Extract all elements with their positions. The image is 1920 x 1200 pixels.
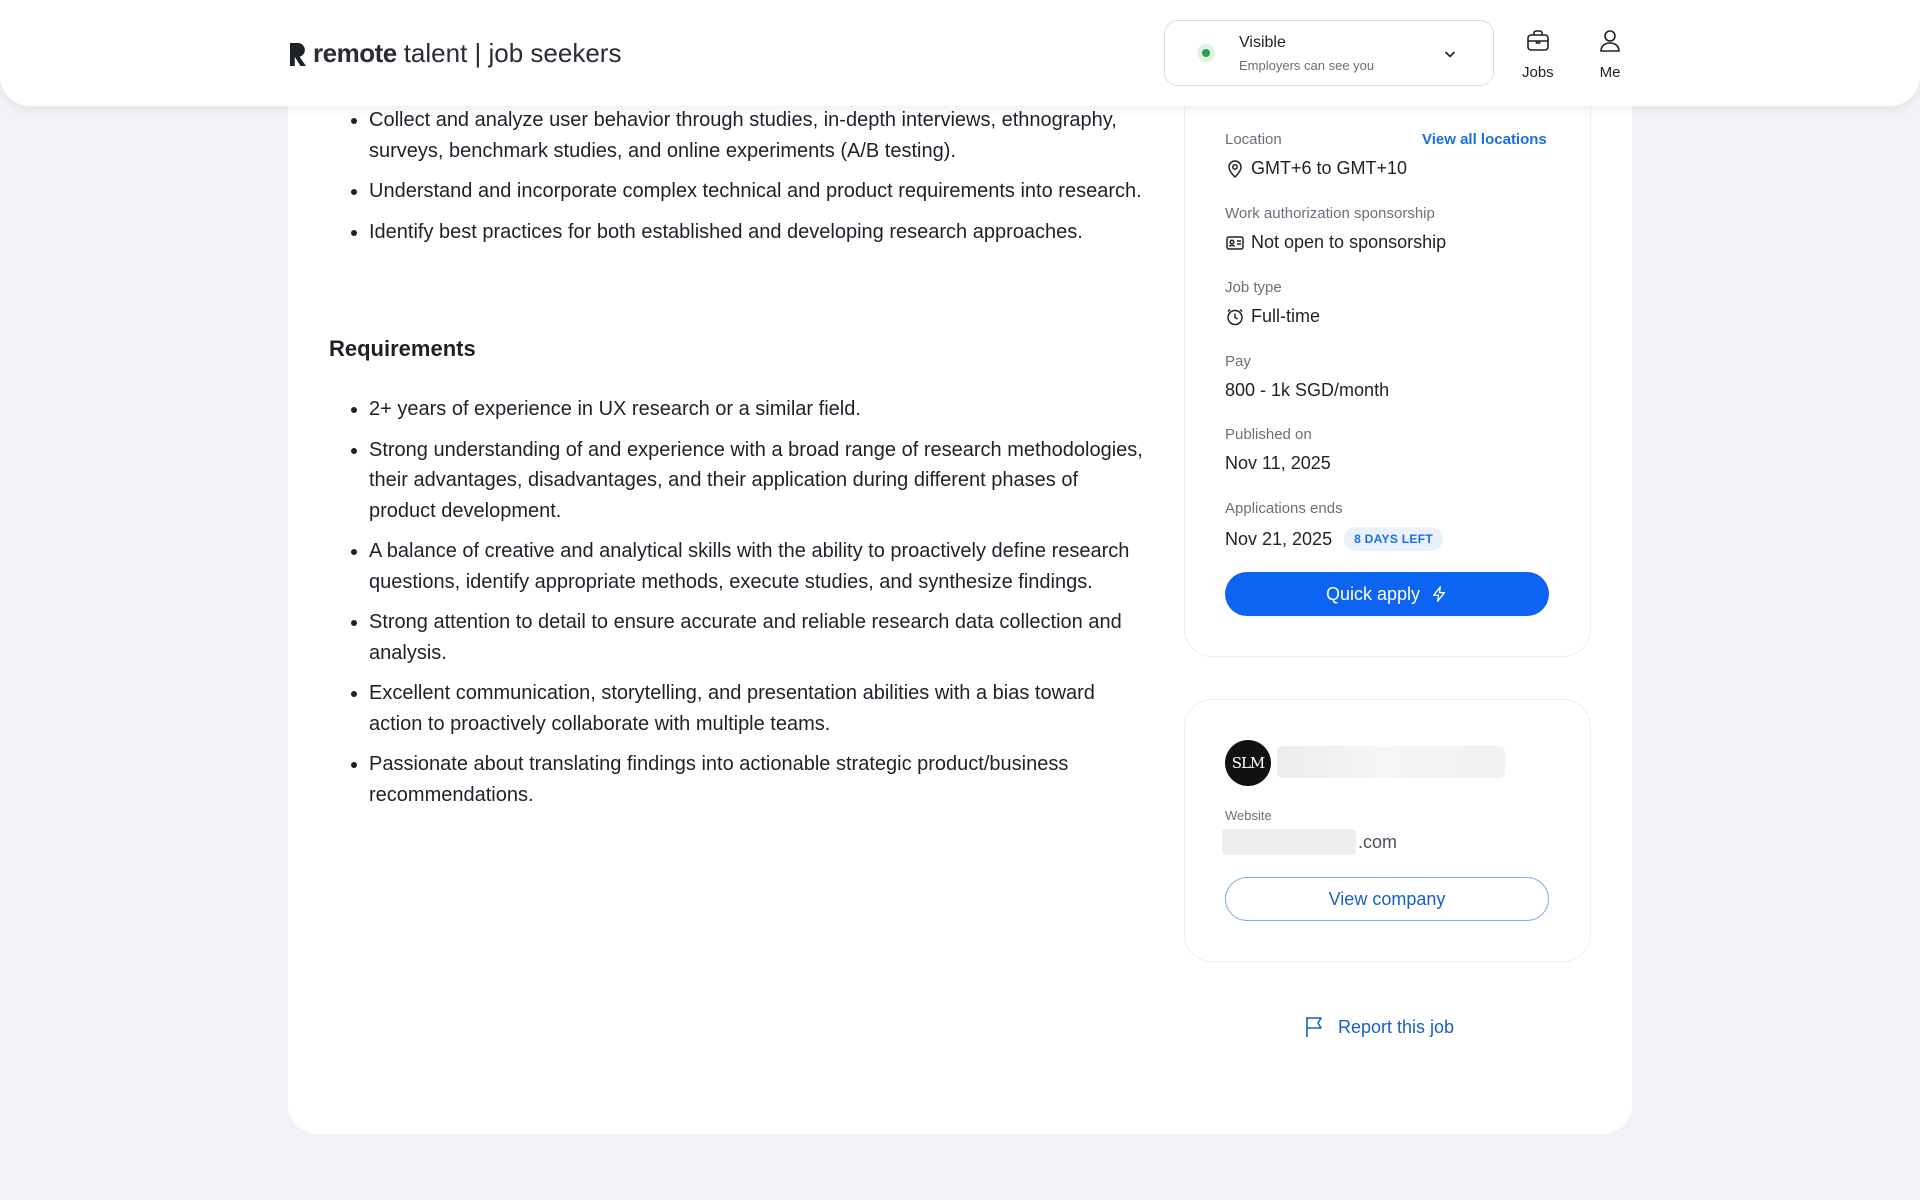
pay-label: Pay (1225, 353, 1251, 370)
pay-detail (1225, 353, 1389, 401)
view-company-button[interactable]: View company (1225, 877, 1549, 921)
quick-apply-button[interactable] (1225, 572, 1549, 616)
applications-end-value: Nov 21, 2025 (1225, 528, 1333, 549)
list-item: Collect and analyze user behavior through studies, in-depth interviews, ethnography, surveys, benchmark studies, and online experiments (A/B testing). (369, 105, 1149, 166)
applications-end-row (1225, 527, 1443, 551)
list-item: Strong understanding of and experience with a broad range of research methodologies, their advantages, disadvantages, and their application during different phases of product development. (369, 435, 1149, 527)
top-header (0, 0, 1920, 106)
applications-end-label: Applications ends (1225, 500, 1343, 517)
published-label: Published on (1225, 426, 1312, 443)
published-value: Nov 11, 2025 (1225, 453, 1331, 473)
list-item: Passionate about translating findings into actionable strategic product/business recommendations. (369, 749, 1149, 810)
days-left-badge: 8 DAYS LEFT (1344, 527, 1443, 551)
nav-jobs[interactable] (1522, 28, 1554, 81)
chevron-down-icon (1443, 47, 1457, 61)
nav-me-label: Me (1599, 64, 1621, 81)
job-type-label: Job type (1225, 279, 1282, 296)
logo-brand: remote (313, 38, 397, 68)
site-logo[interactable] (287, 38, 621, 69)
job-type-detail (1225, 279, 1320, 327)
report-job-label: Report this job (1338, 1016, 1455, 1037)
view-all-locations-link[interactable]: View all locations (1422, 131, 1547, 148)
sponsorship-value: Not open to sponsorship (1251, 232, 1447, 252)
sponsorship-value-row (1225, 232, 1446, 253)
nav-jobs-label: Jobs (1522, 64, 1554, 81)
location-value: GMT+6 to GMT+10 (1251, 158, 1408, 178)
clock-icon (1225, 307, 1245, 327)
lightning-icon (1430, 585, 1448, 603)
location-detail (1225, 131, 1407, 179)
visibility-dropdown[interactable] (1164, 20, 1494, 86)
briefcase-icon (1525, 28, 1551, 54)
responsibilities-list (369, 105, 1149, 257)
job-type-value: Full-time (1251, 306, 1321, 326)
job-type-value-row (1225, 306, 1320, 327)
website-label: Website (1225, 808, 1272, 823)
visibility-status-icon (1197, 44, 1215, 62)
website-value[interactable] (1222, 829, 1397, 855)
remote-logo-icon (287, 40, 309, 68)
flag-icon (1304, 1015, 1326, 1039)
id-card-icon (1225, 233, 1245, 253)
list-item: A balance of creative and analytical skills with the ability to proactively define research questions, identify appropriate methods, execute studies, and synthesize findings. (369, 536, 1149, 597)
sponsorship-label: Work authorization sponsorship (1225, 205, 1435, 222)
requirements-heading: Requirements (329, 336, 476, 361)
logo-subtitle: talent | job seekers (403, 38, 622, 68)
company-name-redacted (1277, 746, 1505, 778)
published-detail (1225, 426, 1331, 474)
user-icon (1597, 28, 1623, 54)
list-item: 2+ years of experience in UX research or a similar field. (369, 394, 1149, 425)
list-item: Strong attention to detail to ensure accurate and reliable research data collection and analysis. (369, 607, 1149, 668)
visibility-title: Visible (1239, 33, 1286, 51)
nav-me[interactable] (1597, 28, 1623, 81)
requirements-list (369, 394, 1149, 820)
list-item: Understand and incorporate complex technical and product requirements into research. (369, 176, 1149, 207)
applications-end-detail (1225, 500, 1443, 551)
location-label: Location (1225, 131, 1282, 148)
map-pin-icon (1225, 159, 1245, 179)
website-redacted (1222, 829, 1356, 855)
company-avatar: SLM (1225, 740, 1271, 786)
list-item: Identify best practices for both established and developing research approaches. (369, 217, 1149, 248)
list-item: Excellent communication, storytelling, and presentation abilities with a bias toward action to proactively collaborate with multiple teams. (369, 678, 1149, 739)
website-suffix: .com (1358, 831, 1398, 852)
pay-value: 800 - 1k SGD/month (1225, 380, 1390, 400)
visibility-subtitle: Employers can see you (1239, 57, 1375, 73)
report-job-link[interactable] (1304, 1015, 1454, 1039)
quick-apply-label: Quick apply (1325, 583, 1421, 604)
sponsorship-detail (1225, 205, 1446, 253)
location-value-row (1225, 158, 1407, 179)
